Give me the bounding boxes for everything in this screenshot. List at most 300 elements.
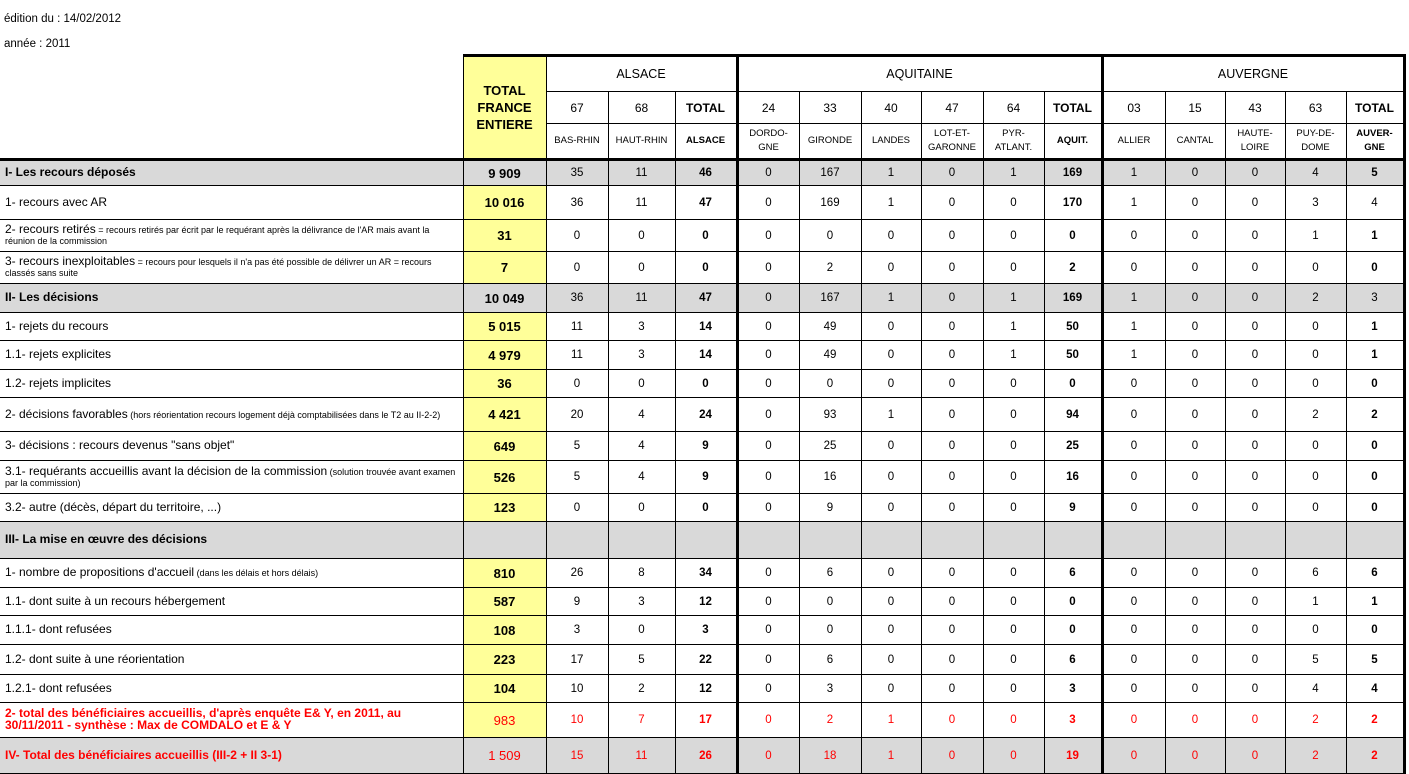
total-france-value: 526 <box>463 461 546 494</box>
cell-value: 0 <box>1102 461 1165 494</box>
dept-code-11: 43 <box>1225 92 1285 124</box>
cell-value <box>1102 522 1165 559</box>
row-label-text: III- La mise en œuvre des décisions <box>5 532 208 546</box>
cell-value <box>546 522 608 559</box>
cell-value: 0 <box>1102 703 1165 738</box>
cell-value: 17 <box>546 645 608 675</box>
cell-value: 0 <box>675 220 737 252</box>
cell-value: 1 <box>861 186 921 220</box>
cell-value: 0 <box>737 559 799 588</box>
cell-value: 3 <box>546 616 608 645</box>
region-alsace: ALSACE <box>546 56 737 92</box>
row-label-text: 1.2- rejets implicites <box>5 375 112 390</box>
cell-value: 6 <box>799 559 861 588</box>
cell-value: 0 <box>921 588 983 616</box>
cell-value: 0 <box>921 220 983 252</box>
cell-value: 0 <box>546 220 608 252</box>
cell-value: 0 <box>983 220 1044 252</box>
cell-value: 0 <box>983 588 1044 616</box>
cell-value: 5 <box>546 461 608 494</box>
row-label <box>0 284 463 313</box>
cell-value: 0 <box>737 252 799 284</box>
cell-value: 0 <box>983 186 1044 220</box>
cell-value: 0 <box>921 370 983 398</box>
cell-value: 0 <box>1102 370 1165 398</box>
dept-code-7: 64 <box>983 92 1044 124</box>
cell-value: 0 <box>1225 494 1285 522</box>
dept-name-3: DORDO-GNE <box>737 124 799 160</box>
cell-value: 0 <box>1225 160 1285 186</box>
cell-value: 5 <box>1346 160 1404 186</box>
cell-value: 1 <box>861 160 921 186</box>
table-row <box>0 675 1404 703</box>
cell-value: 0 <box>1165 341 1225 370</box>
row-label <box>0 220 463 252</box>
cell-value: 0 <box>983 398 1044 432</box>
dept-code-9: 03 <box>1102 92 1165 124</box>
row-label-note: = recours retirés par écrit par le requérant après la délivrance de l'AR mais avant la réunion de la commission <box>5 225 430 246</box>
cell-value: 5 <box>546 432 608 461</box>
cell-value: 0 <box>1165 220 1225 252</box>
cell-value: 25 <box>1044 432 1102 461</box>
cell-value: 9 <box>1044 494 1102 522</box>
table-row <box>0 284 1404 313</box>
row-label-text: 3- décisions : recours devenus "sans objet" <box>5 438 235 452</box>
header-spacer <box>0 92 463 124</box>
table-row <box>0 559 1404 588</box>
cell-value: 0 <box>983 738 1044 774</box>
cell-value: 1 <box>983 341 1044 370</box>
cell-value: 11 <box>546 341 608 370</box>
cell-value: 0 <box>737 703 799 738</box>
cell-value: 0 <box>1165 160 1225 186</box>
total-france-value: 983 <box>463 703 546 738</box>
cell-value: 5 <box>608 645 675 675</box>
cell-value: 0 <box>1165 494 1225 522</box>
cell-value: 0 <box>1225 703 1285 738</box>
cell-value: 47 <box>675 284 737 313</box>
cell-value: 1 <box>1346 341 1404 370</box>
cell-value: 0 <box>1285 252 1346 284</box>
dept-name-2: ALSACE <box>675 124 737 160</box>
cell-value: 3 <box>1285 186 1346 220</box>
cell-value: 3 <box>1346 284 1404 313</box>
cell-value: 2 <box>1285 738 1346 774</box>
row-label-text: 1.2.1- dont refusées <box>5 680 112 695</box>
cell-value: 0 <box>1285 370 1346 398</box>
region-auvergne: AUVERGNE <box>1102 56 1404 92</box>
table-row <box>0 461 1404 494</box>
cell-value: 35 <box>546 160 608 186</box>
cell-value: 94 <box>1044 398 1102 432</box>
cell-value: 0 <box>737 313 799 341</box>
cell-value: 0 <box>675 370 737 398</box>
cell-value: 0 <box>1225 398 1285 432</box>
cell-value: 0 <box>1102 220 1165 252</box>
cell-value: 4 <box>1285 675 1346 703</box>
cell-value <box>1346 522 1404 559</box>
cell-value: 0 <box>546 370 608 398</box>
cell-value: 4 <box>608 432 675 461</box>
cell-value: 0 <box>1225 220 1285 252</box>
cell-value: 0 <box>737 284 799 313</box>
cell-value: 0 <box>1102 252 1165 284</box>
edition-date: édition du : 14/02/2012 <box>4 13 122 25</box>
cell-value: 0 <box>1165 588 1225 616</box>
cell-value: 0 <box>1165 461 1225 494</box>
cell-value: 1 <box>861 703 921 738</box>
cell-value: 0 <box>1225 313 1285 341</box>
cell-value: 26 <box>546 559 608 588</box>
cell-value: 10 <box>546 675 608 703</box>
cell-value: 0 <box>799 370 861 398</box>
dept-code-5: 40 <box>861 92 921 124</box>
cell-value: 0 <box>675 494 737 522</box>
cell-value: 0 <box>921 494 983 522</box>
cell-value: 0 <box>799 616 861 645</box>
cell-value: 0 <box>921 559 983 588</box>
cell-value: 2 <box>799 703 861 738</box>
cell-value: 0 <box>861 252 921 284</box>
cell-value: 0 <box>921 675 983 703</box>
cell-value: 26 <box>675 738 737 774</box>
cell-value: 0 <box>1165 284 1225 313</box>
cell-value: 36 <box>546 284 608 313</box>
cell-value: 0 <box>861 616 921 645</box>
dept-code-3: 24 <box>737 92 799 124</box>
cell-value: 0 <box>1285 616 1346 645</box>
cell-value: 24 <box>675 398 737 432</box>
total-france-value: 9 909 <box>463 160 546 186</box>
cell-value: 169 <box>1044 160 1102 186</box>
total-france-value: 10 049 <box>463 284 546 313</box>
cell-value: 0 <box>1102 738 1165 774</box>
cell-value <box>799 522 861 559</box>
dept-code-0: 67 <box>546 92 608 124</box>
cell-value: 4 <box>1285 160 1346 186</box>
row-label <box>0 186 463 220</box>
row-label-note: (hors réorientation recours logement déjà comptabilisées dans le T2 au II-2-2) <box>127 409 441 420</box>
cell-value: 14 <box>675 313 737 341</box>
table-row <box>0 370 1404 398</box>
cell-value: 0 <box>737 186 799 220</box>
table-row <box>0 313 1404 341</box>
cell-value: 0 <box>737 461 799 494</box>
cell-value: 0 <box>1225 252 1285 284</box>
cell-value: 6 <box>1346 559 1404 588</box>
cell-value: 0 <box>608 494 675 522</box>
cell-value: 170 <box>1044 186 1102 220</box>
cell-value: 0 <box>1285 313 1346 341</box>
cell-value: 1 <box>861 738 921 774</box>
table-row <box>0 160 1404 186</box>
cell-value: 0 <box>737 494 799 522</box>
cell-value: 0 <box>1285 494 1346 522</box>
row-label-text: 1- nombre de propositions d'accueil <box>5 565 195 579</box>
cell-value: 0 <box>1285 341 1346 370</box>
cell-value: 16 <box>1044 461 1102 494</box>
cell-value: 3 <box>1044 675 1102 703</box>
table-row <box>0 588 1404 616</box>
cell-value: 11 <box>608 160 675 186</box>
dept-name-6: LOT-ET-GARONNE <box>921 124 983 160</box>
cell-value: 11 <box>608 284 675 313</box>
row-label <box>0 588 463 616</box>
cell-value: 16 <box>799 461 861 494</box>
cell-value: 0 <box>1165 675 1225 703</box>
cell-value: 1 <box>1285 220 1346 252</box>
cell-value: 0 <box>1225 370 1285 398</box>
cell-value: 0 <box>983 370 1044 398</box>
dept-name-4: GIRONDE <box>799 124 861 160</box>
total-france-value: 7 <box>463 252 546 284</box>
cell-value: 1 <box>1102 186 1165 220</box>
table-row <box>0 252 1404 284</box>
cell-value: 0 <box>1165 703 1225 738</box>
cell-value: 0 <box>799 588 861 616</box>
cell-value: 1 <box>1102 284 1165 313</box>
cell-value: 11 <box>546 313 608 341</box>
cell-value: 18 <box>799 738 861 774</box>
cell-value: 0 <box>737 616 799 645</box>
dept-name-11: HAUTE-LOIRE <box>1225 124 1285 160</box>
cell-value: 1 <box>1102 341 1165 370</box>
cell-value: 0 <box>1044 588 1102 616</box>
cell-value: 0 <box>1225 461 1285 494</box>
total-france-value: 104 <box>463 675 546 703</box>
total-france-value: 10 016 <box>463 186 546 220</box>
cell-value: 3 <box>799 675 861 703</box>
total-france-value: 31 <box>463 220 546 252</box>
dept-name-10: CANTAL <box>1165 124 1225 160</box>
cell-value: 0 <box>1225 432 1285 461</box>
total-france-value: 223 <box>463 645 546 675</box>
table-row <box>0 494 1404 522</box>
cell-value: 93 <box>799 398 861 432</box>
cell-value: 0 <box>921 284 983 313</box>
cell-value: 0 <box>1102 616 1165 645</box>
cell-value: 9 <box>675 461 737 494</box>
cell-value: 0 <box>1102 588 1165 616</box>
cell-value: 12 <box>675 588 737 616</box>
row-label <box>0 313 463 341</box>
cell-value: 0 <box>921 645 983 675</box>
cell-value: 0 <box>1165 738 1225 774</box>
cell-value: 14 <box>675 341 737 370</box>
cell-value: 0 <box>1044 220 1102 252</box>
row-label <box>0 341 463 370</box>
cell-value: 2 <box>1044 252 1102 284</box>
row-label-text: 2- décisions favorables <box>5 406 128 421</box>
cell-value: 0 <box>921 186 983 220</box>
cell-value: 0 <box>983 675 1044 703</box>
cell-value: 1 <box>861 398 921 432</box>
cell-value: 2 <box>1285 284 1346 313</box>
cell-value <box>861 522 921 559</box>
cell-value: 49 <box>799 341 861 370</box>
cell-value: 0 <box>921 252 983 284</box>
region-aquitaine: AQUITAINE <box>737 56 1102 92</box>
cell-value <box>608 522 675 559</box>
cell-value <box>983 522 1044 559</box>
cell-value: 0 <box>1346 252 1404 284</box>
cell-value: 3 <box>608 588 675 616</box>
header-corner <box>0 56 463 92</box>
cell-value: 0 <box>983 616 1044 645</box>
cell-value: 4 <box>608 461 675 494</box>
cell-value: 1 <box>861 284 921 313</box>
cell-value: 9 <box>546 588 608 616</box>
cell-value: 0 <box>921 616 983 645</box>
cell-value: 0 <box>737 675 799 703</box>
cell-value: 0 <box>546 252 608 284</box>
dept-code-12: 63 <box>1285 92 1346 124</box>
cell-value: 0 <box>1225 738 1285 774</box>
cell-value: 0 <box>861 645 921 675</box>
total-france-header: TOTAL FRANCE ENTIERE <box>463 56 546 160</box>
cell-value: 0 <box>737 398 799 432</box>
cell-value: 0 <box>983 645 1044 675</box>
dept-code-6: 47 <box>921 92 983 124</box>
dept-name-13: AUVER-GNE <box>1346 124 1404 160</box>
cell-value <box>921 522 983 559</box>
row-label-text: 1.1- dont suite à un recours hébergement <box>5 593 226 608</box>
cell-value: 0 <box>737 370 799 398</box>
cell-value: 4 <box>608 398 675 432</box>
cell-value: 0 <box>983 559 1044 588</box>
row-label-note: (solution trouvée avant examen par la commission) <box>5 466 456 488</box>
row-label <box>0 703 463 738</box>
cell-value: 0 <box>1102 675 1165 703</box>
table-row <box>0 522 1404 559</box>
cell-value: 5 <box>1346 645 1404 675</box>
cell-value: 0 <box>861 559 921 588</box>
row-label-text: 1- recours avec AR <box>5 194 108 209</box>
row-label <box>0 616 463 645</box>
cell-value: 1 <box>1102 313 1165 341</box>
cell-value: 0 <box>1225 588 1285 616</box>
cell-value: 0 <box>1346 432 1404 461</box>
row-label <box>0 522 463 559</box>
cell-value: 0 <box>737 160 799 186</box>
row-label-text: II- Les décisions <box>5 290 99 304</box>
header-spacer <box>0 124 463 160</box>
cell-value: 8 <box>608 559 675 588</box>
cell-value: 1 <box>983 313 1044 341</box>
cell-value: 5 <box>1285 645 1346 675</box>
cell-value: 0 <box>1102 432 1165 461</box>
cell-value: 1 <box>1285 588 1346 616</box>
cell-value: 2 <box>1285 703 1346 738</box>
table-row <box>0 220 1404 252</box>
cell-value: 1 <box>1346 588 1404 616</box>
cell-value: 3 <box>1044 703 1102 738</box>
cell-value: 0 <box>1225 675 1285 703</box>
cell-value <box>1044 522 1102 559</box>
cell-value: 6 <box>799 645 861 675</box>
cell-value: 0 <box>1165 370 1225 398</box>
total-france-value: 587 <box>463 588 546 616</box>
cell-value: 11 <box>608 186 675 220</box>
cell-value: 0 <box>921 398 983 432</box>
dept-code-1: 68 <box>608 92 675 124</box>
row-label-text: IV- Total des bénéficiaires accueillis (III-2 + II 3-1) <box>5 747 282 762</box>
dept-code-2: TOTAL <box>675 92 737 124</box>
dept-name-8: AQUIT. <box>1044 124 1102 160</box>
cell-value: 4 <box>1346 675 1404 703</box>
row-label-text: 1.1- rejets explicites <box>5 347 112 361</box>
dept-code-8: TOTAL <box>1044 92 1102 124</box>
cell-value: 0 <box>1165 313 1225 341</box>
cell-value <box>737 522 799 559</box>
cell-value: 22 <box>675 645 737 675</box>
row-label-text: 2- recours retirés <box>5 222 96 236</box>
cell-value: 0 <box>861 341 921 370</box>
cell-value: 0 <box>737 341 799 370</box>
cell-value: 0 <box>737 588 799 616</box>
table-row <box>0 186 1404 220</box>
cell-value: 49 <box>799 313 861 341</box>
cell-value: 169 <box>1044 284 1102 313</box>
row-label <box>0 645 463 675</box>
cell-value: 47 <box>675 186 737 220</box>
cell-value: 0 <box>608 370 675 398</box>
dept-name-12: PUY-DE-DOME <box>1285 124 1346 160</box>
cell-value: 0 <box>921 738 983 774</box>
table-row <box>0 432 1404 461</box>
total-france-value: 810 <box>463 559 546 588</box>
total-france-value: 4 979 <box>463 341 546 370</box>
cell-value: 46 <box>675 160 737 186</box>
cell-value: 34 <box>675 559 737 588</box>
row-label <box>0 559 463 588</box>
cell-value: 0 <box>1346 461 1404 494</box>
cell-value: 0 <box>861 432 921 461</box>
row-label <box>0 494 463 522</box>
row-label <box>0 675 463 703</box>
row-label <box>0 738 463 774</box>
cell-value <box>1165 522 1225 559</box>
cell-value: 0 <box>921 432 983 461</box>
cell-value: 0 <box>983 461 1044 494</box>
row-label-text: 1.2- dont suite à une réorientation <box>5 651 185 666</box>
cell-value: 0 <box>1165 252 1225 284</box>
total-france-value: 5 015 <box>463 313 546 341</box>
cell-value: 3 <box>675 616 737 645</box>
cell-value: 2 <box>799 252 861 284</box>
dept-code-13: TOTAL <box>1346 92 1404 124</box>
row-label-text: 3.2- autre (décès, départ du territoire, ...) <box>5 499 222 514</box>
row-label-text: I- Les recours déposés <box>5 165 136 179</box>
table-row <box>0 645 1404 675</box>
dept-code-4: 33 <box>799 92 861 124</box>
cell-value: 167 <box>799 160 861 186</box>
cell-value: 0 <box>861 494 921 522</box>
dept-code-10: 15 <box>1165 92 1225 124</box>
cell-value: 36 <box>546 186 608 220</box>
cell-value: 0 <box>983 432 1044 461</box>
dept-name-7: PYR-ATLANT. <box>983 124 1044 160</box>
row-label-text: 3- recours inexploitables <box>5 254 136 268</box>
cell-value: 0 <box>861 588 921 616</box>
cell-value: 0 <box>1102 494 1165 522</box>
row-label-text: 1.1.1- dont refusées <box>5 622 112 636</box>
dept-name-1: HAUT-RHIN <box>608 124 675 160</box>
cell-value: 20 <box>546 398 608 432</box>
cell-value: 0 <box>1044 616 1102 645</box>
cell-value: 2 <box>1346 703 1404 738</box>
cell-value <box>1225 522 1285 559</box>
